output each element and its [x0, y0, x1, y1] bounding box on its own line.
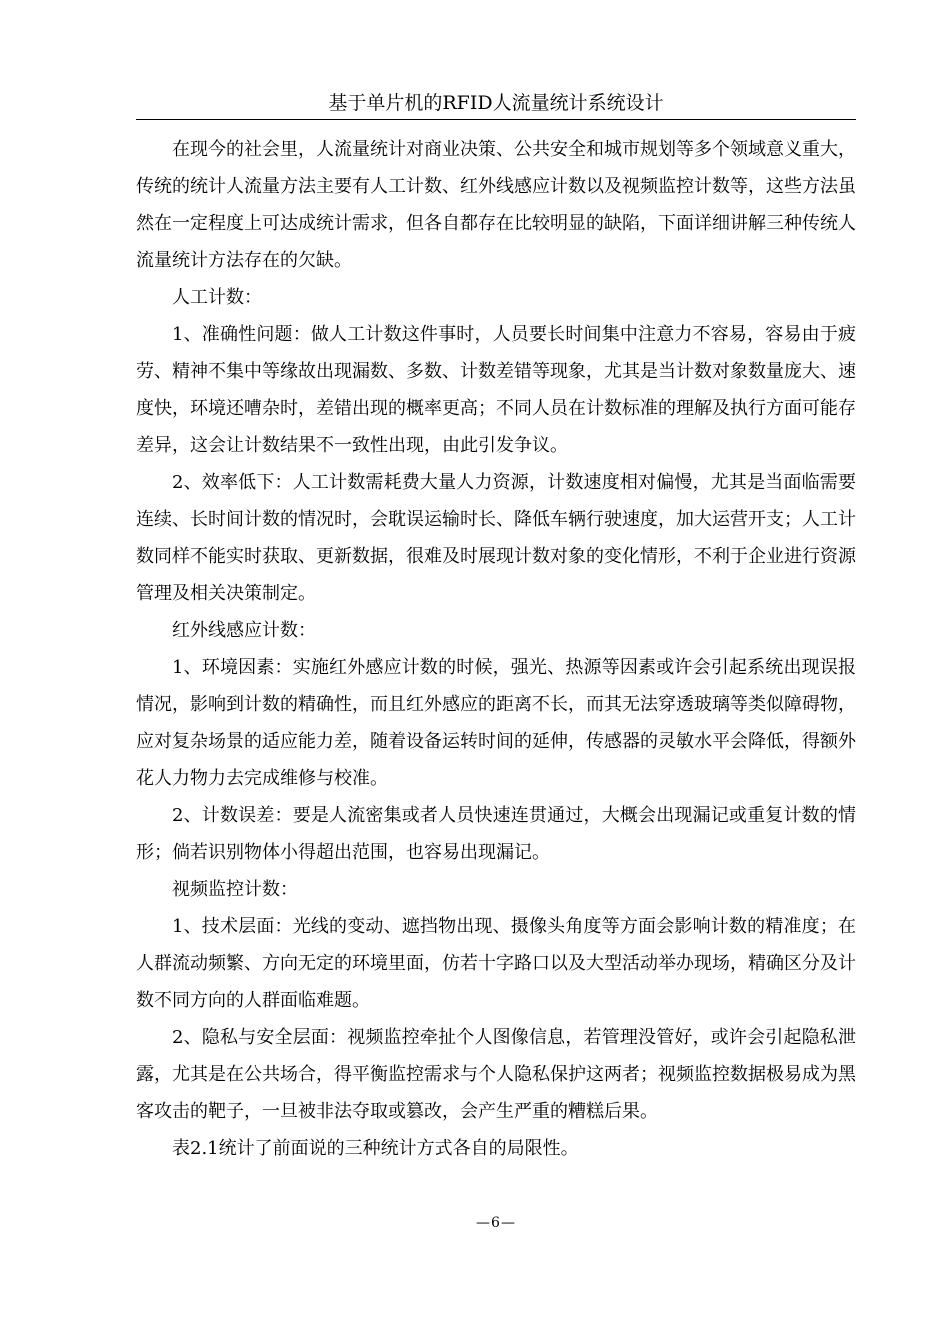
paragraph-infrared-environment: 1、环境因素：实施红外感应计数的时候，强光、热源等因素或许会引起系统出现误报情况，影响到计数的精确性，而且红外感应的距离不长，而其无法穿透玻璃等类似障碍物，应对复杂场景的适应能力差，随着设备运转时间的延伸，传感器的灵敏水平会降低，得额外花人力物力去完成维修与校准。	[136, 657, 856, 789]
page-number: —6—	[476, 1215, 516, 1231]
header-divider	[136, 119, 856, 120]
heading-manual-counting: 人工计数：	[172, 287, 262, 308]
heading-video-counting: 视频监控计数：	[172, 879, 298, 900]
page-header-title: 基于单片机的RFID人流量统计系统设计	[328, 92, 664, 114]
paragraph-video-privacy: 2、隐私与安全层面：视频监控牵扯个人图像信息，若管理没管好，或许会引起隐私泄露，尤其是在公共场合，得平衡监控需求与个人隐私保护这两者；视频监控数据极易成为黑客攻击的靶子，一旦被非法夺取或篡改，会产生严重的糟糕后果。	[136, 1027, 856, 1122]
paragraph-infrared-error: 2、计数误差：要是人流密集或者人员快速连贯通过，大概会出现漏记或重复计数的情形；倘若识别物体小得超出范围，也容易出现漏记。	[136, 805, 856, 863]
paragraph-manual-accuracy: 1、准确性问题：做人工计数这件事时，人员要长时间集中注意力不容易，容易由于疲劳、精神不集中等缘故出现漏数、多数、计数差错等现象，尤其是当计数对象数量庞大、速度快，环境还嘈杂时，差错出现的概率更高；不同人员在计数标准的理解及执行方面可能存差异，这会让计数结果不一致性出现，由此引发争议。	[136, 324, 856, 456]
paragraph-manual-efficiency: 2、效率低下：人工计数需耗费大量人力资源，计数速度相对偏慢，尤其是当面临需要连续、长时间计数的情况时，会耽误运输时长、降低车辆行驶速度，加大运营开支；人工计数同样不能实时获取、更新数据，很难及时展现计数对象的变化情形，不利于企业进行资源管理及相关决策制定。	[136, 472, 856, 604]
paragraph-intro: 在现今的社会里，人流量统计对商业决策、公共安全和城市规划等多个领域意义重大，传统的统计人流量方法主要有人工计数、红外线感应计数以及视频监控计数等，这些方法虽然在一定程度上可达成统计需求，但各自都存在比较明显的缺陷，下面详细讲解三种传统人流量统计方法存在的欠缺。	[136, 139, 856, 271]
paragraph-table-reference: 表2.1统计了前面说的三种统计方式各自的局限性。	[172, 1138, 579, 1159]
paragraph-video-technical: 1、技术层面：光线的变动、遮挡物出现、摄像头角度等方面会影响计数的精准度；在人群流动频繁、方向无定的环境里面，仿若十字路口以及大型活动举办现场，精确区分及计数不同方向的人群面临难题。	[136, 916, 856, 1011]
heading-infrared-counting: 红外线感应计数：	[172, 620, 316, 641]
body-text	[136, 131, 856, 1167]
